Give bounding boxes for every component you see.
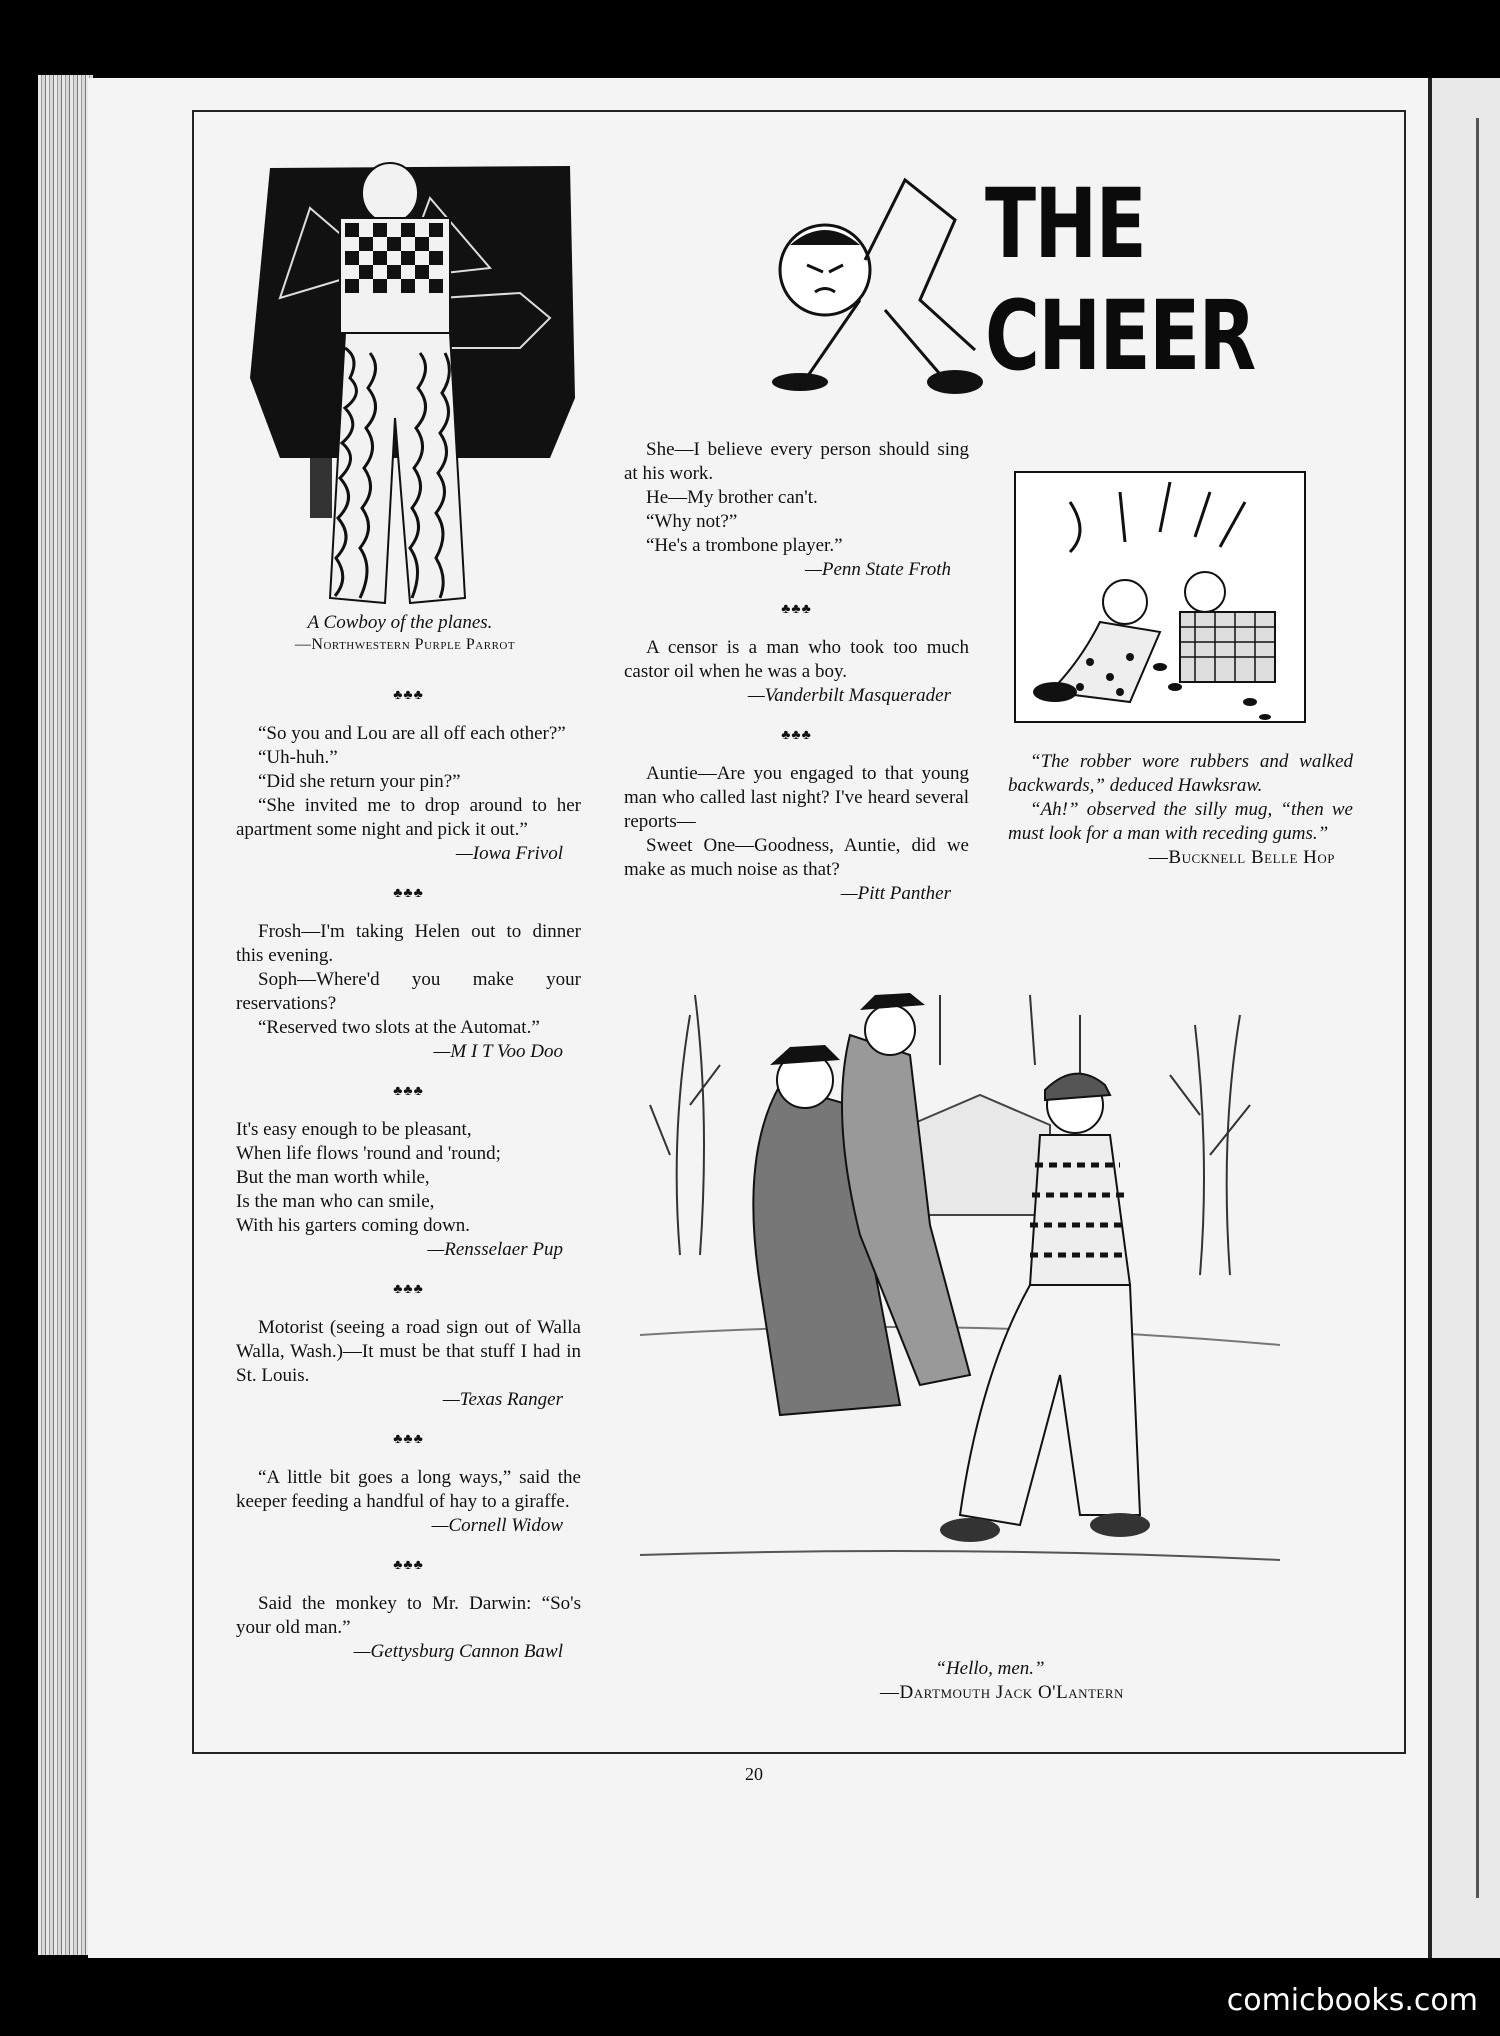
joke-line: “Uh-huh.” xyxy=(258,747,338,768)
joke-line: Said the monkey to Mr. Darwin: “So's your old man.” xyxy=(236,1593,581,1638)
joke-source: —Penn State Froth xyxy=(805,559,951,580)
joke-line: “She invited me to drop around to her apartment some night and pick it out.” xyxy=(236,795,581,840)
joke-source: —Iowa Frivol xyxy=(455,843,563,864)
joke-line: “Did she return your pin?” xyxy=(258,771,461,792)
page-number: 20 xyxy=(745,1764,763,1784)
hello-men-illustration xyxy=(640,955,1280,1635)
robber-illustration xyxy=(1010,462,1310,732)
joke-source: —Gettysburg Cannon Bawl xyxy=(353,1641,563,1662)
joke-line: Soph—Where'd you make your reservations? xyxy=(236,969,581,1014)
joke-source: —M I T Voo Doo xyxy=(433,1041,563,1062)
poem-line: Is the man who can smile, xyxy=(236,1191,435,1212)
left-column xyxy=(236,668,581,1664)
joke-source: —Vanderbilt Masquerader xyxy=(747,685,951,706)
ornament: ♣♣♣ xyxy=(393,688,424,703)
joke-line: “Reserved two slots at the Automat.” xyxy=(258,1017,540,1038)
robber-caption-block xyxy=(1008,750,1353,870)
hello-source: —Dartmouth Jack O'Lantern xyxy=(880,1682,1124,1703)
poem-line: When life flows 'round and 'round; xyxy=(236,1143,501,1164)
poem-line: With his garters coming down. xyxy=(236,1215,471,1236)
ornament: ♣♣♣ xyxy=(781,602,812,617)
poem-line: It's easy enough to be pleasant, xyxy=(236,1119,472,1140)
book-page-edges xyxy=(38,75,93,1955)
cowboy-caption: A Cowboy of the planes. xyxy=(307,612,493,633)
joke-source: —Texas Ranger xyxy=(442,1389,563,1410)
cheer-header-illustration xyxy=(745,160,985,400)
joke-line: Frosh—I'm taking Helen out to dinner this evening. xyxy=(236,921,581,966)
ornament: ♣♣♣ xyxy=(393,1558,424,1573)
joke-line: Motorist (seeing a road sign out of Walla Walla, Wash.)—It must be that stuff I had in St. Louis. xyxy=(236,1317,581,1386)
ornament: ♣♣♣ xyxy=(393,886,424,901)
robber-caption-2: “Ah!” observed the silly mug, “then we must look for a man with receding gums.” xyxy=(1008,799,1353,844)
cowboy-source: —Northwestern Purple Parrot xyxy=(294,636,516,653)
watermark: comicbooks.com xyxy=(1226,1983,1478,2018)
joke-source: —Rensselaer Pup xyxy=(427,1239,563,1260)
poem-line: But the man worth while, xyxy=(236,1167,430,1188)
section-title: THE CHEER xyxy=(985,168,1255,392)
robber-source: —Bucknell Belle Hop xyxy=(1148,847,1335,868)
ornament: ♣♣♣ xyxy=(781,728,812,743)
joke-line: “He's a trombone player.” xyxy=(646,535,843,556)
joke-line: “So you and Lou are all off each other?” xyxy=(258,723,566,744)
facing-page-edge xyxy=(1428,78,1500,1958)
joke-line: Sweet One—Goodness, Auntie, did we make as much noise as that? xyxy=(624,835,969,880)
hello-caption: “Hello, men.” xyxy=(935,1658,1045,1679)
joke-line: A censor is a man who took too much castor oil when he was a boy. xyxy=(624,637,969,682)
ornament: ♣♣♣ xyxy=(393,1084,424,1099)
joke-source: —Pitt Panther xyxy=(840,883,951,904)
joke-line: She—I believe every person should sing at his work. xyxy=(624,439,969,484)
joke-line: “Why not?” xyxy=(646,511,738,532)
ornament: ♣♣♣ xyxy=(393,1432,424,1447)
middle-column xyxy=(624,438,969,906)
joke-source: —Cornell Widow xyxy=(431,1515,563,1536)
robber-caption: “The robber wore rubbers and walked backwards,” deduced Hawksraw. xyxy=(1008,751,1353,796)
joke-line: Auntie—Are you engaged to that young man who called last night? I've heard several reports— xyxy=(624,763,969,832)
cowboy-illustration xyxy=(250,158,580,618)
joke-line: “A little bit goes a long ways,” said the keeper feeding a handful of hay to a giraffe. xyxy=(236,1467,581,1512)
joke-line: He—My brother can't. xyxy=(646,487,818,508)
ornament: ♣♣♣ xyxy=(393,1282,424,1297)
